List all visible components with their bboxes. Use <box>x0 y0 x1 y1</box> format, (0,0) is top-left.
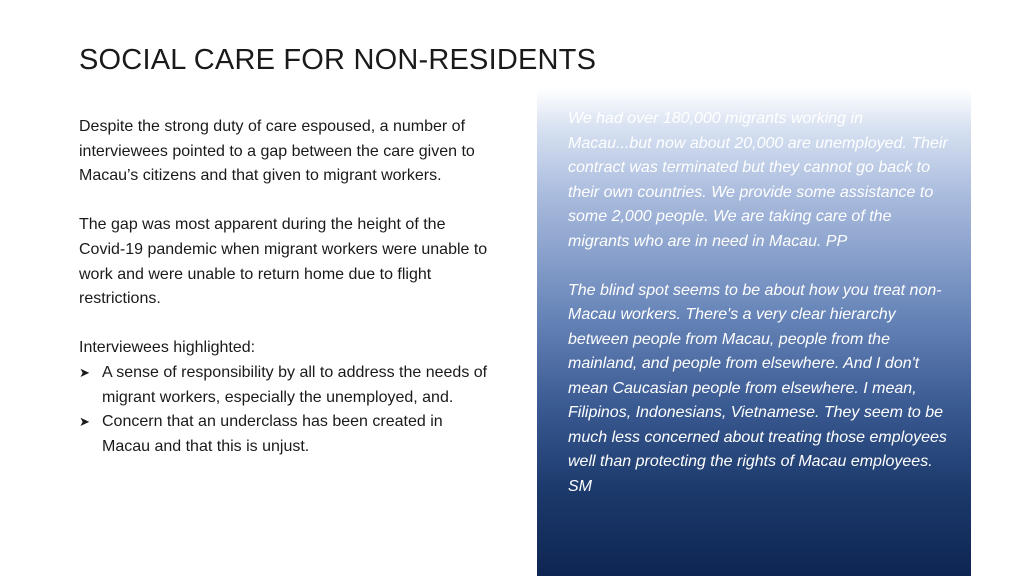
slide-title: SOCIAL CARE FOR NON-RESIDENTS <box>79 44 597 76</box>
paragraph-care-gap: Despite the strong duty of care espoused, a number of interviewees pointed to a gap between the care given to Macau’s citizens and that given to migrant workers. <box>79 118 475 185</box>
quote-panel <box>537 89 971 576</box>
list-item <box>79 410 489 459</box>
list-item-text: A sense of responsibility by all to address the needs of migrant workers, especially the unemployed, and. <box>102 363 488 406</box>
arrowhead-bullet-icon: ➤ <box>79 414 90 430</box>
left-text-column <box>79 115 489 459</box>
highlights-intro: Interviewees highlighted: <box>79 339 256 357</box>
arrowhead-bullet-icon: ➤ <box>79 364 90 380</box>
quote-pp: We had over 180,000 migrants working in Macau...but now about 20,000 are unemployed. Their contract was terminated but they cannot go back to their own countries. We provide some assistance to some 2,000 people. We are taking care of the migrants who are in need in Macau. PP <box>568 110 948 250</box>
list-item <box>79 361 489 410</box>
highlights-list <box>79 361 489 459</box>
quote-text <box>568 107 948 499</box>
quote-sm: The blind spot seems to be about how you treat non-Macau workers. There's a very clear hierarchy between people from Macau, people from the mainland, and people from elsewhere. And I don't mean Caucasian people from elsewhere. I mean, Filipinos, Indonesians, Vietnamese. They seem to be much less concerned about treating those employees well than protecting the rights of Macau employees. SM <box>568 281 947 495</box>
list-item-text: Concern that an underclass has been created in Macau and that this is unjust. <box>102 413 443 455</box>
paragraph-covid: The gap was most apparent during the height of the Covid-19 pandemic when migrant workers were unable to work and were unable to return home due to flight restrictions. <box>79 216 488 308</box>
